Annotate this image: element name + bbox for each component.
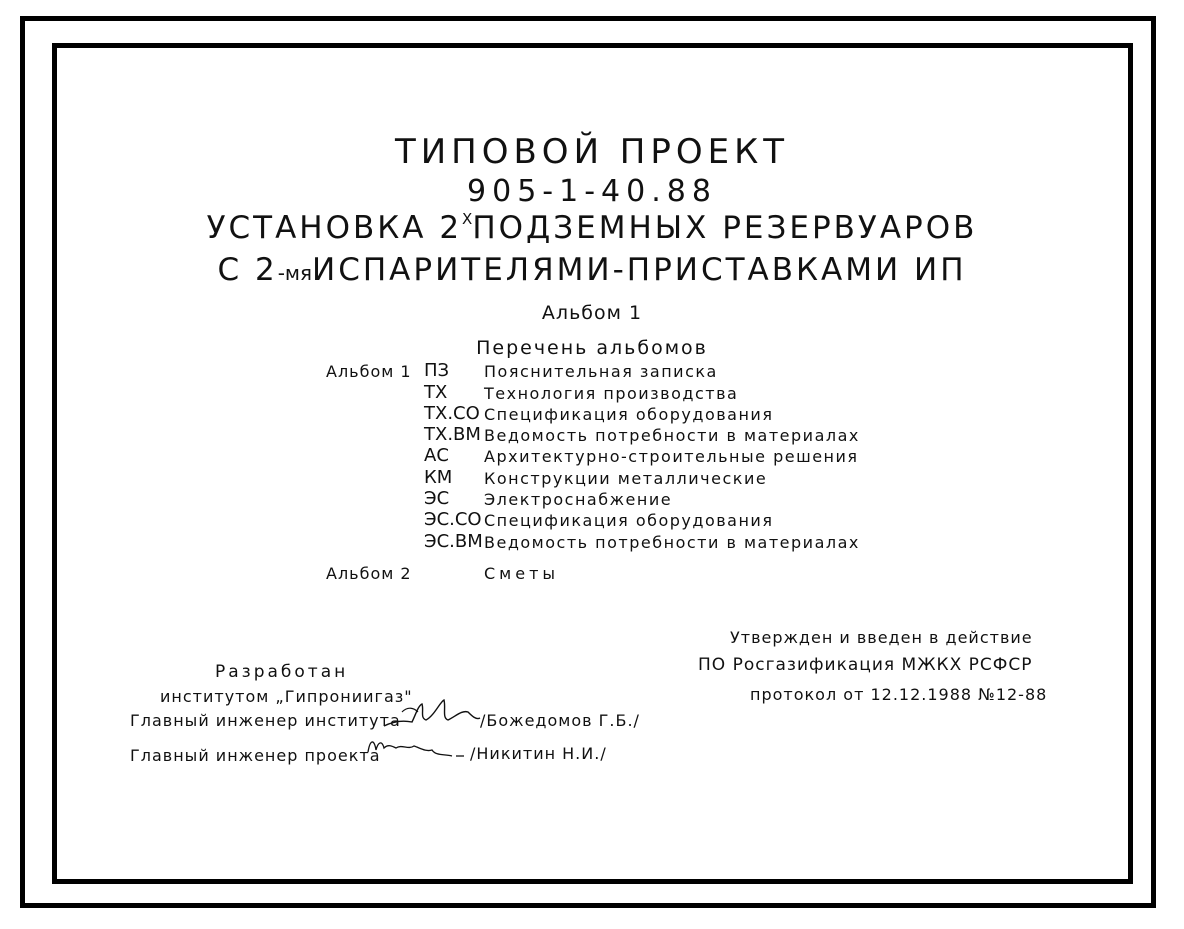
developer-institute: институтом „Гипрониигаз" [160, 687, 413, 706]
chief-engineer-label: Главный инженер института [130, 711, 401, 730]
project-name-line1-part-b: ПОДЗЕМНЫХ РЕЗЕРВУАРОВ [472, 210, 978, 246]
project-name-line2-small: -мя [277, 261, 313, 285]
project-engineer-label: Главный инженер проекта [130, 746, 381, 765]
chief-engineer-name: /Божедомов Г.Б./ [480, 711, 640, 730]
list-item-desc: Пояснительная записка [484, 362, 718, 381]
list-item-code: ТХ [424, 382, 448, 403]
album2-label: Альбом 2 [326, 564, 412, 583]
list-item-code: АС [424, 445, 449, 466]
list-item-desc: Ведомость потребности в материалах [484, 533, 860, 552]
project-name-line1 [0, 210, 1184, 246]
list-item-code: ЭС [424, 488, 450, 509]
list-item-code: ТХ.ВМ [424, 424, 481, 445]
album2-desc: Сметы [484, 564, 560, 583]
project-name-line1-superscript: Х [462, 210, 473, 228]
list-item-desc: Технология производства [484, 384, 739, 403]
album-list-heading: Перечень альбомов [476, 337, 708, 359]
list-item-desc: Конструкции металлические [484, 469, 768, 488]
developer-heading: Разработан [215, 662, 349, 682]
project-name-line2-part-a: С 2 [217, 252, 278, 288]
list-item-code: ТХ.СО [424, 403, 480, 424]
list-item-desc: Ведомость потребности в материалах [484, 426, 860, 445]
project-engineer-signature [366, 732, 466, 762]
approval-line2: ПО Росгазификация МЖКХ РСФСР [698, 655, 1033, 675]
project-name-line2-part-b: ИСПАРИТЕЛЯМИ-ПРИСТАВКАМИ ИП [312, 252, 967, 288]
list-item-desc: Архитектурно-строительные решения [484, 447, 859, 466]
project-type-title: ТИПОВОЙ ПРОЕКТ [394, 132, 790, 172]
approval-line1: Утвержден и введен в действие [730, 628, 1033, 647]
list-item-code: КМ [424, 467, 453, 488]
list-item-desc: Электроснабжение [484, 490, 673, 509]
chief-engineer-signature [382, 696, 482, 732]
list-item-desc: Спецификация оборудования [484, 511, 774, 530]
project-name-line2 [0, 252, 1184, 288]
list-item-code: ЭС.СО [424, 509, 482, 530]
album-number: Альбом 1 [541, 302, 643, 324]
list-item-code: ЭС.ВМ [424, 531, 483, 552]
album1-label: Альбом 1 [326, 362, 412, 381]
project-code: 905-1-40.88 [467, 174, 717, 209]
list-item-code: ПЗ [424, 360, 450, 381]
approval-line3: протокол от 12.12.1988 №12-88 [750, 685, 1048, 704]
list-item-desc: Спецификация оборудования [484, 405, 774, 424]
project-engineer-name: /Никитин Н.И./ [470, 744, 607, 763]
project-name-line1-part-a: УСТАНОВКА 2 [206, 210, 463, 246]
